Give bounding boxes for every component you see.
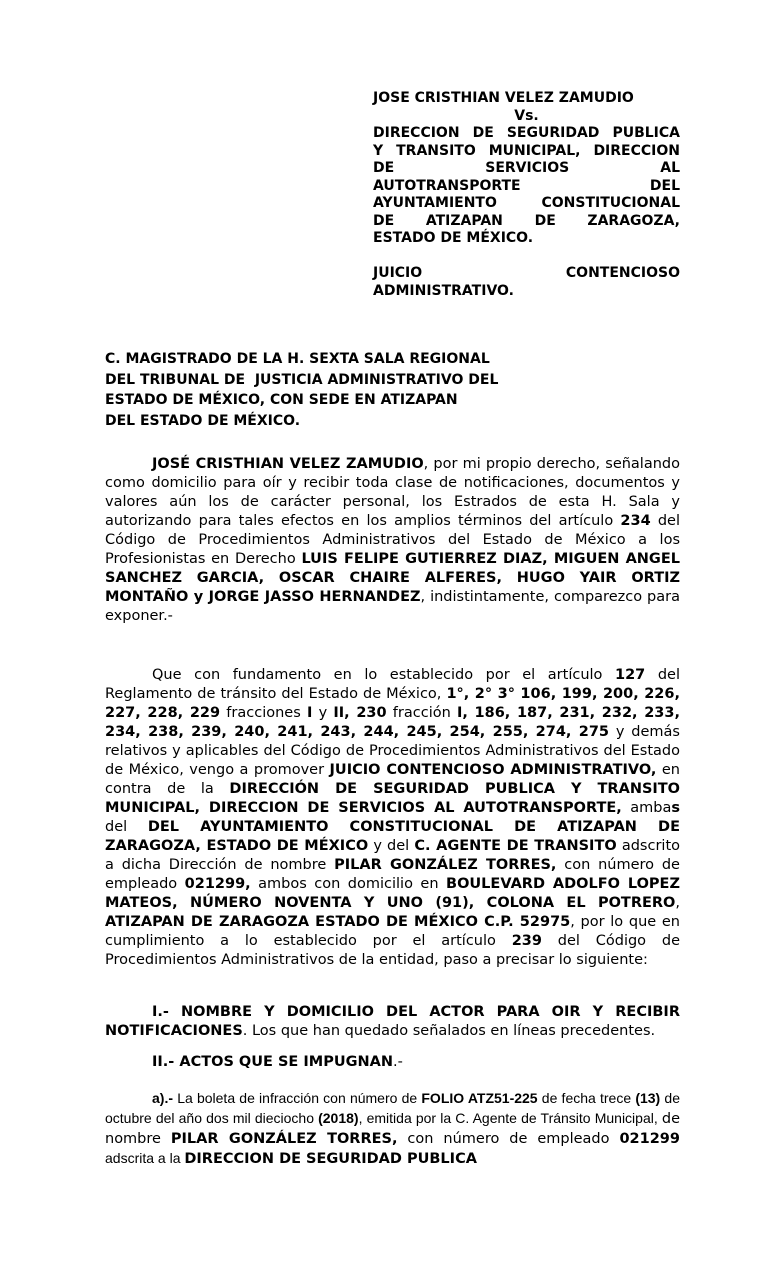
text-run: DIRECCION DE SEGURIDAD PUBLICA [184, 1151, 477, 1167]
text-run: C. AGENTE DE TRANSITO [414, 838, 617, 854]
text-line: DIRECCION DE SEGURIDAD PUBLICA [373, 125, 680, 141]
text-line: DEL TRIBUNAL DE JUSTICIA ADMINISTRATIVO DEL [105, 371, 499, 388]
text-run: s [671, 800, 680, 816]
text-line: ADMINISTRATIVO. [373, 282, 514, 299]
text-run: JUICIO CONTENCIOSO ADMINISTRATIVO, [329, 762, 657, 778]
text-run: (13) [635, 1090, 661, 1106]
text-run: ATIZAPAN DE ZARAGOZA ESTADO DE MÉXICO C.P. 52975 [105, 914, 571, 930]
text-run: con número de empleado [105, 857, 680, 892]
text-run: PILAR GONZÁLEZ TORRES, [334, 857, 557, 873]
text-run: fracción [386, 705, 457, 721]
text-run: II, 230 [333, 705, 387, 721]
text-run: del [105, 819, 148, 835]
text-line: ESTADO DE MÉXICO, CON SEDE EN ATIZAPAN [105, 392, 458, 408]
text-run: FOLIO ATZ51-225 [421, 1090, 538, 1106]
paragraph-section-i-domicilio [105, 1003, 680, 1041]
text-run: , por lo que en cumplimiento a lo establecido por el artículo [105, 914, 680, 949]
text-run: , indistintamente, comparezco para exponer.- [105, 589, 680, 624]
text-run: DIRECCIÓN DE SEGURIDAD PUBLICA Y TRANSITO MUNICIPAL, DIRECCION DE SERVICIOS AL AUTOTRANSPORTE, [105, 781, 681, 816]
text-run: DEL AYUNTAMIENTO CONSTITUCIONAL DE ATIZAPAN DE ZARAGOZA, ESTADO DE MÉXICO [105, 819, 680, 854]
text-run: BOULEVARD ADOLFO LOPEZ MATEOS, NÚMERO NOVENTA Y UNO (91), COLONA EL POTRERO [105, 876, 680, 911]
text-run: del Código de Procedimientos Administrativos del Estado de México a los Profesionistas en Derecho [105, 513, 681, 567]
text-run: (2018) [318, 1110, 359, 1126]
paragraph-legal-grounds [105, 666, 680, 970]
text-run: de octubre del año dos mil dieciocho [105, 1090, 680, 1126]
text-run: 021299 [619, 1131, 680, 1147]
text-run: ambos con domicilio en [250, 876, 447, 892]
text-line: ESTADO DE MÉXICO. [373, 230, 534, 246]
paragraph-inciso-a-boleta-infraccion [105, 1089, 680, 1169]
text-line: AYUNTAMIENTO CONSTITUCIONAL [373, 195, 680, 211]
text-run: PILAR GONZÁLEZ TORRES, [170, 1131, 398, 1147]
text-run: 234 [620, 513, 651, 529]
paragraph-appearance [105, 455, 680, 626]
text-line [373, 248, 680, 266]
text-run: 127 [614, 667, 646, 683]
text-run: 239 [511, 933, 542, 949]
text-run: con número de empleado [397, 1131, 620, 1147]
text-line: Y TRANSITO MUNICIPAL, DIRECCION [373, 142, 680, 159]
text-line: DEL ESTADO DE MÉXICO. [105, 412, 301, 429]
text-run: LUIS FELIPE GUTIERREZ DIAZ, MIGUEN ANGEL SANCHEZ GARCIA, OSCAR CHAIRE ALFERES, HUGO YAIR ORTIZ MONTAÑO y JORGE JASSO HERNANDEZ [105, 551, 680, 605]
text-run: en contra de la [105, 762, 680, 797]
addressee-court-block [105, 349, 498, 431]
text-line: DE SERVICIOS AL [373, 160, 680, 176]
text-run: amba [621, 800, 672, 816]
text-run: I [306, 705, 313, 721]
text-run: del Código de Procedimientos Administrativos de la entidad, paso a precisar lo siguiente: [105, 933, 680, 968]
text-line: AUTOTRANSPORTE DEL [373, 177, 680, 194]
text-run: y [312, 705, 334, 721]
paragraph-section-ii-actos-impugnados [105, 1053, 680, 1072]
text-run: I, 186, 187, 231, 232, 233, 234, 238, 239, 240, 241, 243, 244, 245, 254, 255, 274, 275 [105, 705, 680, 740]
text-run: II.- ACTOS QUE SE IMPUGNAN [152, 1054, 394, 1070]
text-line: JUICIO CONTENCIOSO [373, 265, 680, 281]
text-run: de nombre [105, 1111, 680, 1147]
case-caption-block [373, 90, 680, 300]
text-run: , emitida por la C. Agente de Tránsito Municipal, [358, 1110, 662, 1126]
text-run: y demás relativos y aplicables del Código de Procedimientos Administrativos del Estado de México, vengo a promover [105, 724, 680, 778]
text-run: a).- [152, 1090, 173, 1106]
text-run: JOSÉ CRISTHIAN VELEZ ZAMUDIO [152, 456, 424, 472]
text-line: JOSE CRISTHIAN VELEZ ZAMUDIO [373, 90, 634, 106]
text-run: y del [368, 838, 415, 854]
text-run: de fecha trece [537, 1090, 636, 1106]
text-line: Vs. [514, 107, 539, 124]
text-run: 1°, 2° 3° 106, 199, 200, 226, 227, 228, 229 [105, 686, 680, 721]
text-run: .- [393, 1054, 403, 1070]
text-line: C. MAGISTRADO DE LA H. SEXTA SALA REGIONAL [105, 351, 490, 367]
text-run: fracciones [220, 705, 307, 721]
text-run: Que con fundamento en lo establecido por el artículo [152, 667, 615, 683]
text-run: . Los que han quedado señalados en líneas precedentes. [242, 1023, 656, 1039]
text-run: La boleta de infracción con número de [173, 1090, 422, 1106]
text-run: adscrito a dicha Dirección de nombre [105, 838, 681, 873]
text-run: adscrita a la [105, 1150, 185, 1166]
text-run: , por mi propio derecho, señalando como domicilio para oír y recibir toda clase de notificaciones, documentos y valores aún los de carácter personal, los Estrados de esta H. Sala y autorizando para tales efectos en los amplios términos del artículo [105, 456, 680, 529]
text-run: , [675, 895, 680, 911]
text-run: del Reglamento de tránsito del Estado de México, [105, 667, 680, 702]
text-line: DE ATIZAPAN DE ZARAGOZA, [373, 212, 680, 229]
text-run: 021299, [184, 876, 251, 892]
text-run: I.- NOMBRE Y DOMICILIO DEL ACTOR PARA OIR Y RECIBIR NOTIFICACIONES [105, 1004, 680, 1039]
